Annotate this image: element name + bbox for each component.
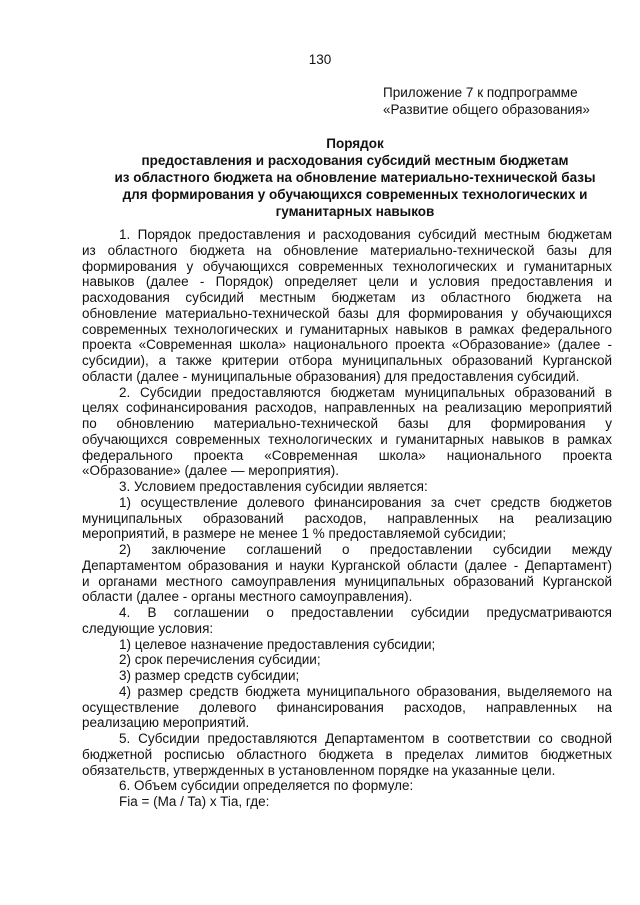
- paragraph: [82, 227, 612, 385]
- title-line: для формирования у обучающихся современных технологических и: [122, 187, 588, 202]
- paragraph-line: 1. Порядок предоставления и расходования субсидий местным бюджетам: [119, 227, 612, 242]
- paragraph-line: реализацию мероприятий.: [82, 715, 250, 731]
- paragraph-line: современных технологических и гуманитарных навыков в рамках федерального: [82, 321, 612, 337]
- paragraph: [82, 385, 612, 480]
- paragraph-line: «Образование» (далее — мероприятия).: [82, 463, 339, 479]
- paragraph-line: 3. Условием предоставления субсидии является:: [119, 479, 428, 494]
- title-line: гуманитарных навыков: [275, 204, 435, 219]
- paragraph: [82, 495, 612, 542]
- title-line: предоставления и расходования субсидий местным бюджетам: [141, 153, 569, 168]
- paragraph-line: навыков (далее - Порядок) определяет цели и условия предоставления и: [82, 274, 612, 290]
- paragraph-line: мероприятий, в размере не менее 1 % предоставляемой субсидии;: [82, 526, 507, 542]
- appendix-note: [383, 84, 590, 118]
- paragraph-line: Fia = (Ma / Ta) x Tia, где:: [119, 794, 270, 809]
- paragraph-line: по обновлению материально-технической базы для формирования у: [82, 416, 612, 431]
- page-number: 130: [308, 52, 332, 67]
- paragraph-line: 2) срок перечисления субсидии;: [119, 652, 321, 668]
- paragraph-line: субсидии), а также критерии отбора муниципальных образований Курганской: [82, 353, 612, 368]
- paragraph-line: федерального проекта «Современная школа» национального проекта: [82, 447, 612, 463]
- paragraph-line: области (далее - муниципальные образования) для предоставления субсидий.: [82, 368, 580, 384]
- paragraph-line: обязательств, утвержденных в установленном порядке на указанные цели.: [82, 762, 556, 778]
- paragraph-line: 4) размер средств бюджета муниципального образования, выделяемого на: [119, 683, 612, 699]
- document-body: [82, 227, 612, 810]
- title-line: Порядок: [326, 136, 384, 151]
- paragraph: [82, 731, 612, 778]
- paragraph-line: 1) целевое назначение предоставления субсидии;: [119, 636, 436, 652]
- paragraph-line: из областного бюджета на обновление материально-технической базы для: [82, 242, 612, 258]
- paragraph-line: 2) заключение соглашений о предоставлении субсидии между: [119, 542, 612, 557]
- appendix-line: Приложение 7 к подпрограмме: [383, 85, 578, 100]
- title-line: из областного бюджета на обновление материально-технической базы: [114, 170, 596, 185]
- paragraph-line: области (далее - органы местного самоуправления).: [82, 589, 413, 605]
- paragraph: [82, 668, 612, 684]
- paragraph-line: проекта «Современная школа» национального проекта «Образование» (далее -: [82, 337, 612, 353]
- paragraph-line: 1) осуществление долевого финансирования за счет средств бюджетов: [119, 494, 612, 510]
- paragraph: [82, 605, 612, 637]
- paragraph-line: осуществление долевого финансирования расходов, направленных на: [82, 699, 612, 715]
- paragraph-line: 6. Объем субсидии определяется по формуле:: [119, 778, 414, 794]
- paragraph-line: целях софинансирования расходов, направленных на реализацию мероприятий: [82, 400, 612, 416]
- paragraph: [82, 652, 612, 668]
- paragraph-line: 4. В соглашении о предоставлении субсидии предусматриваются: [119, 605, 612, 620]
- paragraph-line: формирования у обучающихся современных технологических и гуманитарных: [82, 258, 612, 274]
- paragraph-line: 2. Субсидии предоставляются бюджетам муниципальных образований в: [119, 384, 612, 400]
- paragraph-line: Департаментом образования и науки Курганской области (далее - Департамент): [82, 557, 612, 573]
- paragraph-line: 3) размер средств субсидии;: [119, 668, 300, 683]
- paragraph-line: следующие условия:: [82, 620, 214, 636]
- paragraph-line: обучающихся современных технологических и гуманитарных навыков в рамках: [82, 431, 612, 447]
- paragraph-line: бюджетной росписью областного бюджета в пределах лимитов бюджетных: [82, 746, 612, 762]
- paragraph: [82, 479, 612, 495]
- paragraph-line: обновление материально-технической базы для формирования у обучающихся: [82, 305, 612, 321]
- paragraph-line: муниципальных образований расходов, направленных на реализацию: [82, 510, 612, 526]
- paragraph: [82, 778, 612, 794]
- paragraph: [82, 637, 612, 653]
- paragraph: [82, 542, 612, 605]
- paragraph: [82, 684, 612, 731]
- paragraph-line: 5. Субсидии предоставляются Департаментом в соответствии со сводной: [119, 731, 612, 746]
- paragraph-line: расходования субсидий местным бюджетам из областного бюджета на: [82, 290, 612, 305]
- document-title: [82, 135, 628, 220]
- paragraph-line: и органами местного самоуправления муниципальных образований Курганской: [82, 573, 612, 589]
- paragraph: [82, 794, 612, 810]
- appendix-line: «Развитие общего образования»: [383, 102, 590, 117]
